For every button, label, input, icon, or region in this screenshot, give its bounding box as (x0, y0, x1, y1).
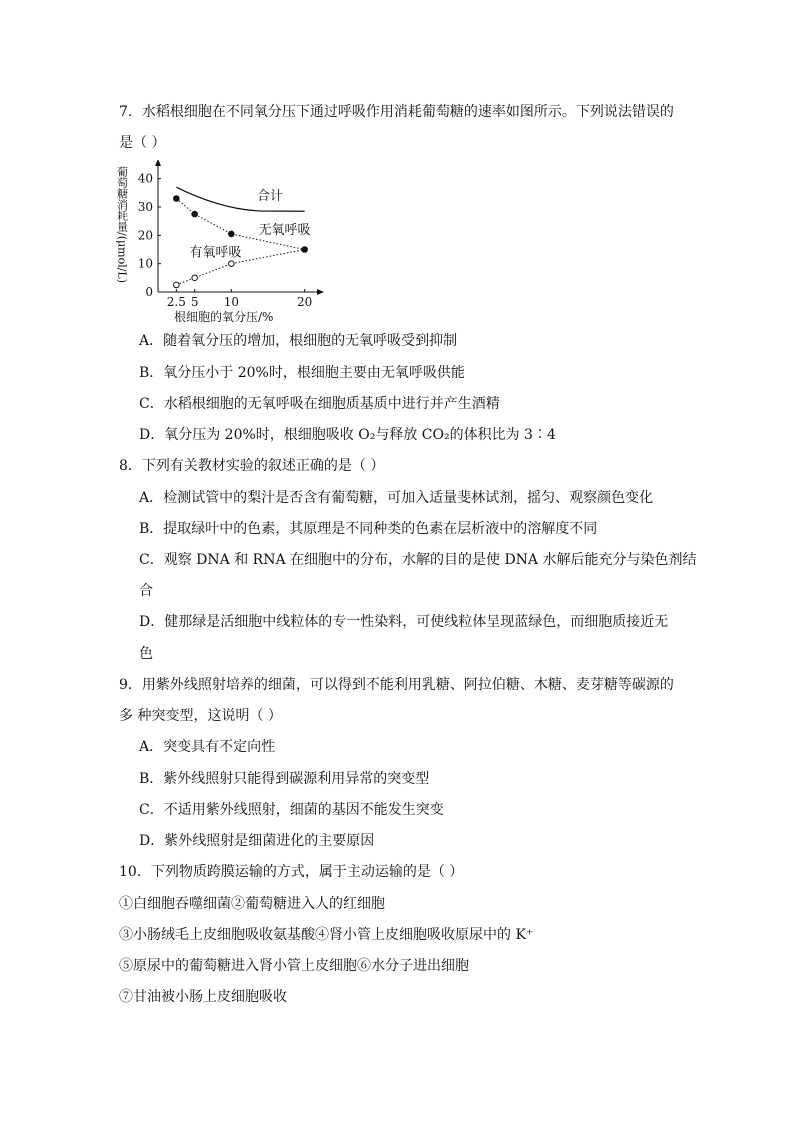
data-point (174, 196, 180, 202)
q10-items-line3: ⑤原尿中的葡萄糖进入肾小管上皮细胞⑥水分子进出细胞 (119, 958, 469, 974)
data-point (229, 261, 235, 267)
chart-labels (116, 165, 313, 324)
y-tick-label: 40 (137, 171, 153, 186)
data-point (229, 231, 235, 237)
q9-stem-line1: 9．用紫外线照射培养的细菌，可以得到不能利用乳糖、阿拉伯糖、木糖、麦芽糖等碳源的 (119, 677, 674, 693)
x-tick-label: 5 (190, 295, 199, 309)
q10-items-line2: ③小肠绒毛上皮细胞吸收氨基酸④肾小管上皮细胞吸收原尿中的 K⁺ (119, 927, 534, 943)
x-axis-arrow (317, 289, 324, 295)
q10-items-line4: ⑦甘油被小肠上皮细胞吸收 (119, 989, 287, 1005)
q7-stem-line2: 是（ ） (119, 135, 166, 151)
x-axis-label: 根细胞的氧分压/% (174, 310, 274, 324)
data-point (174, 282, 180, 288)
y-tick-label: 20 (137, 228, 153, 243)
q8-option-a[interactable]: A．检测试管中的梨汁是否含有葡萄糖，可加入适量斐林试剂，摇匀、观察颜色变化 (139, 490, 654, 506)
y-axis-arrow (155, 160, 161, 166)
q8-option-d[interactable]: D．健那绿是活细胞中线粒体的专一性染料，可使线粒体呈现蓝绿色，而细胞质接近无 (139, 614, 669, 630)
q10-stem: 10．下列物质跨膜运输的方式，属于主动运输的是（ ） (119, 864, 464, 880)
data-point (192, 211, 198, 217)
q9-option-c[interactable]: C．不适用紫外线照射，细菌的基因不能发生突变 (139, 802, 444, 818)
q10-items-line1: ①白细胞吞噬细菌②葡萄糖进入人的红细胞 (119, 896, 385, 912)
q7-stem-line1: 7．水稻根细胞在不同氧分压下通过呼吸作用消耗葡萄糖的速率如图所示。下列说法错误的 (119, 104, 674, 120)
series-label: 有氧呼吸 (189, 245, 242, 261)
y-axis-label: 葡萄糖消耗量/(μmol/L) (115, 166, 129, 284)
data-point (192, 275, 198, 281)
q9-option-b[interactable]: B．紫外线照射只能得到碳源利用异常的突变型 (139, 771, 430, 787)
q8-stem: 8．下列有关教材实验的叙述正确的是（ ） (119, 458, 385, 474)
series-label: 无氧呼吸 (258, 222, 311, 238)
q8-option-c-cont: 合 (139, 583, 153, 599)
q8-option-b[interactable]: B．提取绿叶中的色素，其原理是不同种类的色素在层析液中的溶解度不同 (139, 521, 598, 537)
q8-option-c[interactable]: C．观察 DNA 和 RNA 在细胞中的分布，水解的目的是使 DNA 水解后能充分与染色剂结 (139, 552, 697, 568)
y-tick-label: 30 (137, 200, 153, 214)
respiration-chart (112, 160, 332, 325)
y-tick-label: 0 (145, 285, 153, 299)
series-label: 合计 (257, 188, 284, 204)
q9-option-d[interactable]: D．紫外线照射是细菌进化的主要原因 (139, 833, 375, 849)
q7-option-d[interactable]: D．氧分压为 20%时，根细胞吸收 O₂与释放 CO₂的体积比为 3∶4 (139, 427, 556, 443)
q8-option-d-cont: 色 (139, 646, 153, 662)
x-tick-label: 10 (223, 295, 239, 309)
series-line-0 (176, 187, 304, 211)
data-point (302, 247, 308, 253)
q9-stem-line2: 多 种突变型，这说明（ ） (119, 708, 282, 724)
q7-option-c[interactable]: C．水稻根细胞的无氧呼吸在细胞质基质中进行并产生酒精 (139, 396, 500, 412)
x-tick-label: 20 (297, 295, 313, 309)
q7-option-b[interactable]: B．氧分压小于 20%时，根细胞主要由无氧呼吸供能 (139, 365, 465, 381)
y-tick-label: 10 (137, 256, 153, 271)
q7-option-a[interactable]: A．随着氧分压的增加，根细胞的无氧呼吸受到抑制 (139, 333, 458, 349)
q9-option-a[interactable]: A．突变具有不定向性 (139, 739, 276, 755)
x-tick-label: 2.5 (166, 295, 186, 309)
